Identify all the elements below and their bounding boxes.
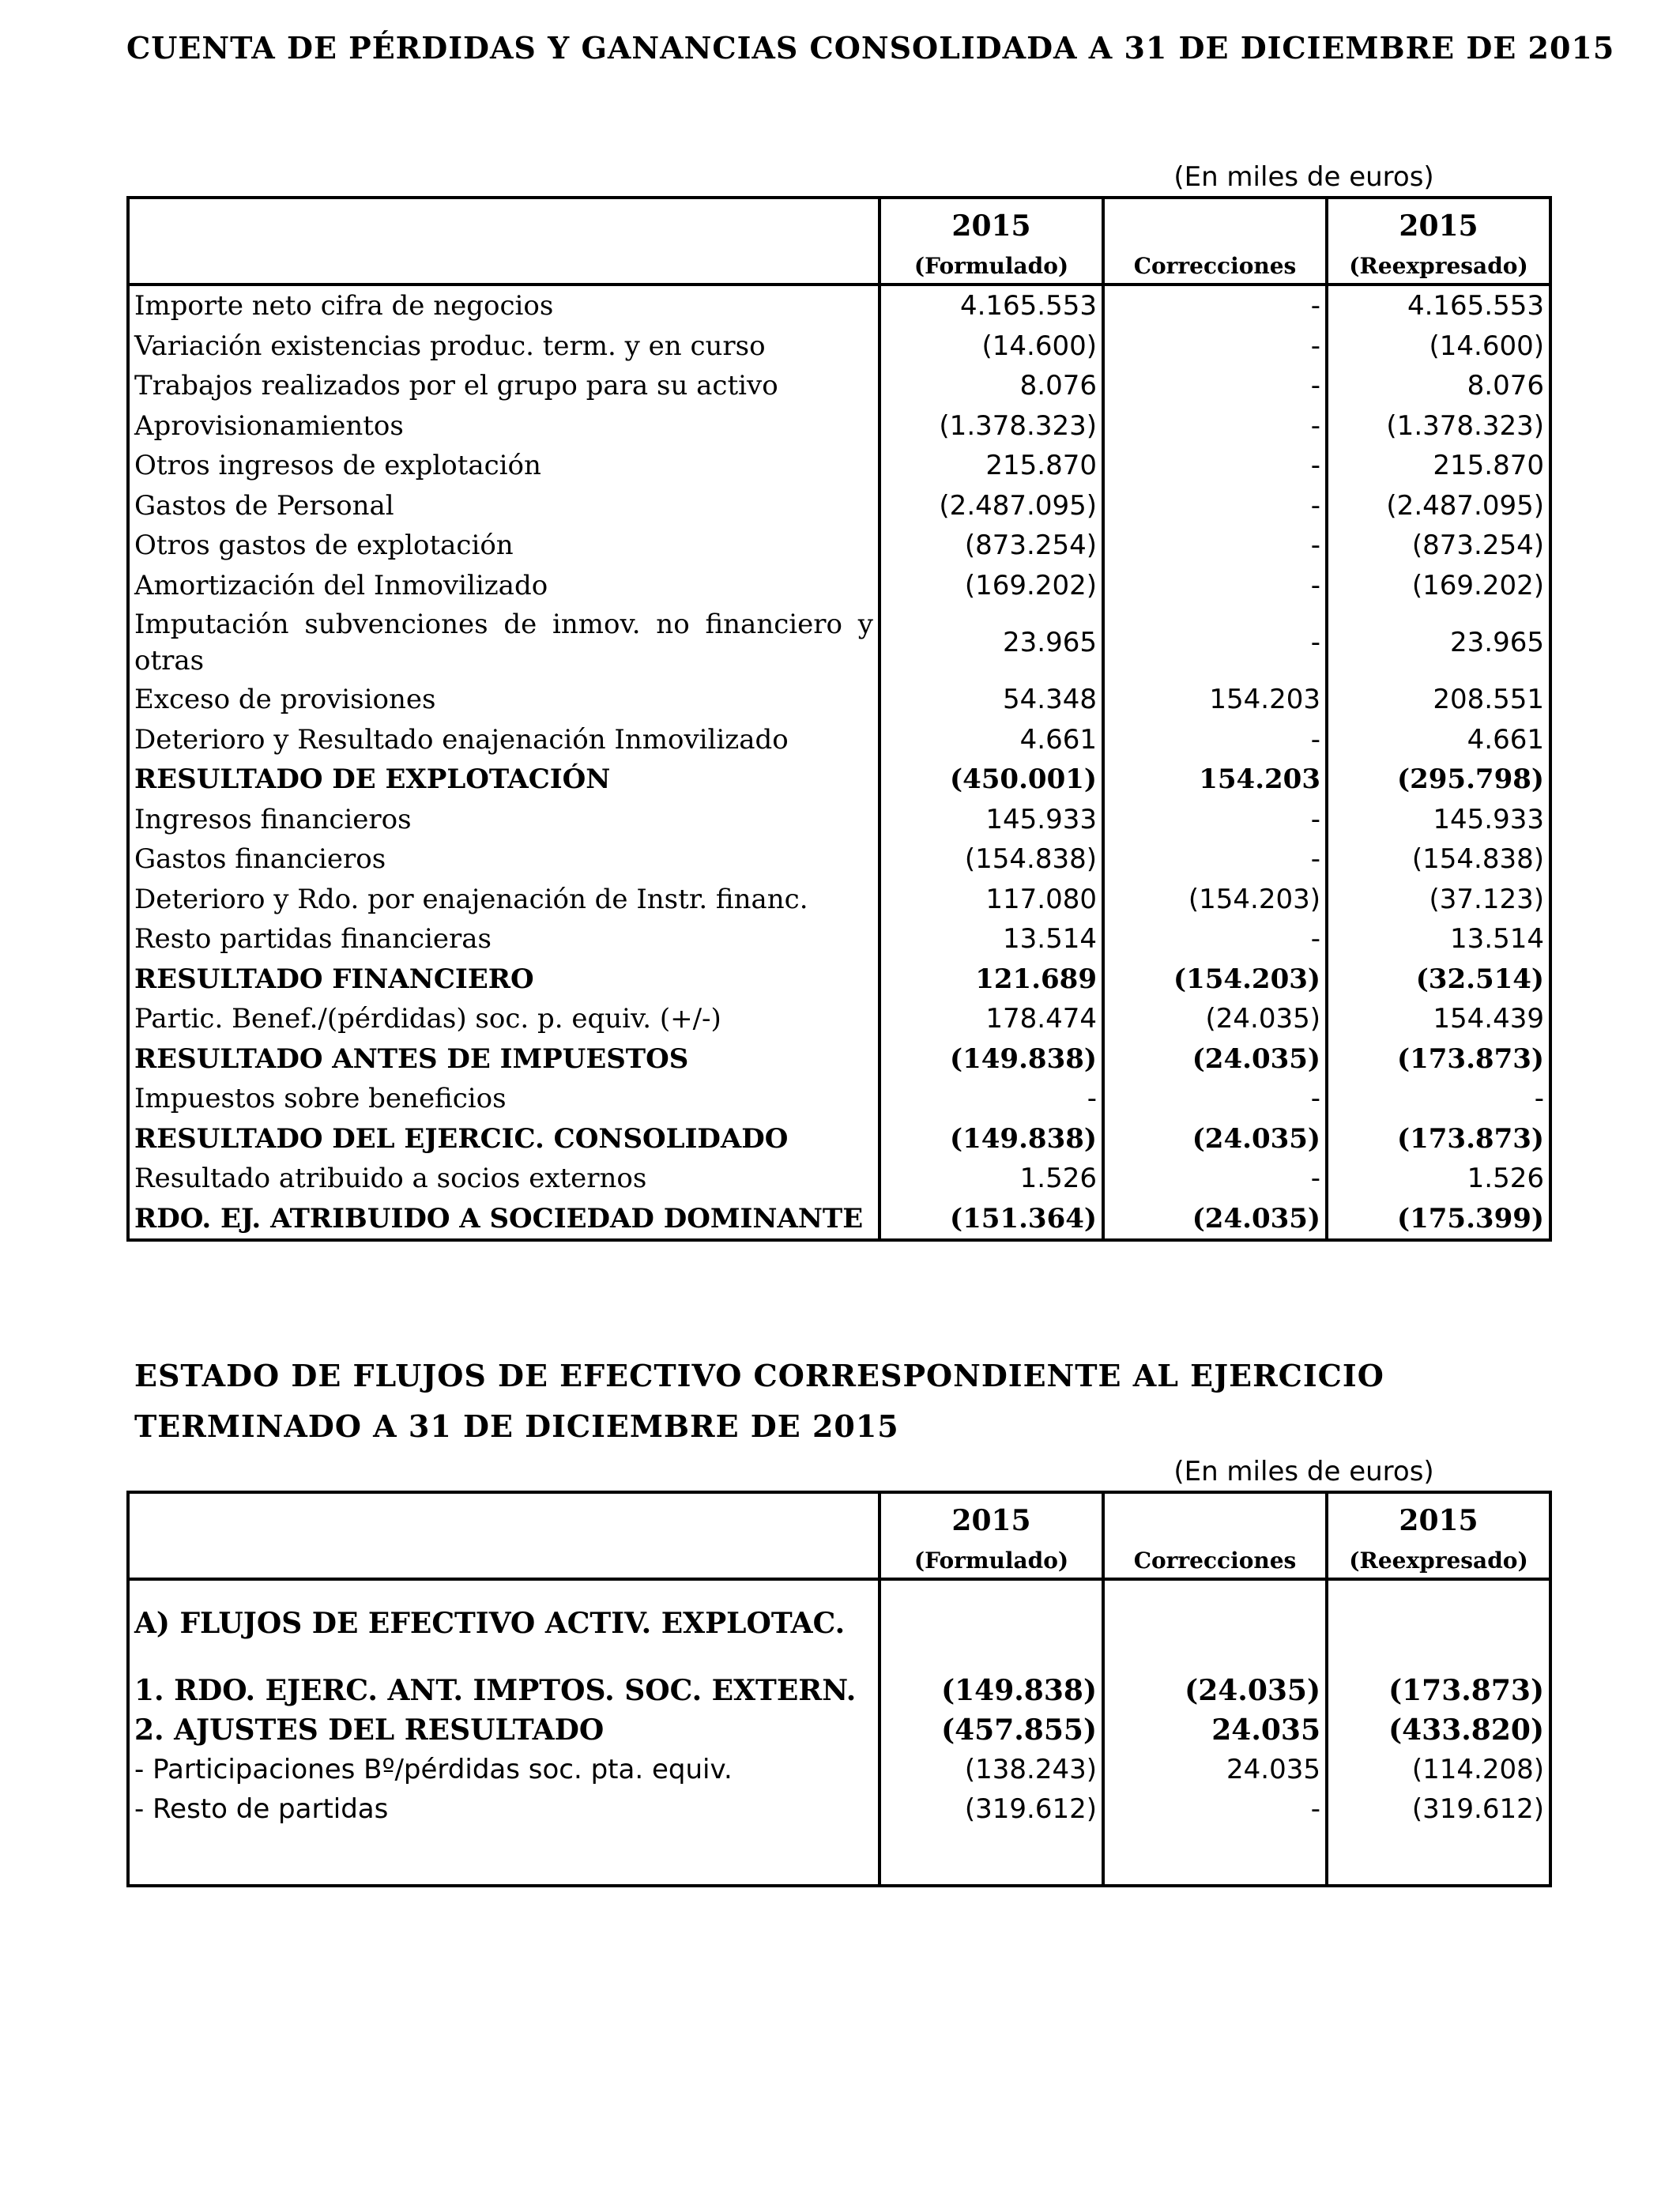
row-reexpresado: 215.870 (1327, 446, 1550, 486)
row-reexpresado: (37.123) (1327, 880, 1550, 920)
table-row (128, 1750, 1550, 1789)
header-reexpresado-year: 2015 (1327, 1492, 1550, 1543)
row-reexpresado: 13.514 (1327, 919, 1550, 959)
row-reexpresado: (114.208) (1327, 1750, 1550, 1789)
row-reexpresado: (32.514) (1327, 959, 1550, 1000)
header-correcciones: Correcciones (1103, 248, 1327, 285)
header-correcciones-year (1103, 198, 1327, 248)
table-row (128, 526, 1550, 566)
cash-flow-units: (En miles de euros) (1173, 1456, 1434, 1487)
section-label: A) FLUJOS DE EFECTIVO ACTIV. EXPLOTAC. (134, 1607, 846, 1640)
header-reexpresado: (Reexpresado) (1327, 1543, 1550, 1579)
row-label: Aprovisionamientos (134, 409, 404, 442)
row-label: - Resto de partidas (134, 1793, 389, 1825)
income-statement-units: (En miles de euros) (1173, 161, 1434, 193)
table-row (128, 919, 1550, 959)
table-row (128, 406, 1550, 447)
row-correcciones: (24.035) (1103, 1119, 1327, 1159)
row-formulado: (319.612) (880, 1789, 1103, 1829)
header-reexpresado-year: 2015 (1327, 198, 1550, 248)
row-reexpresado: 8.076 (1327, 366, 1550, 406)
row-formulado: 117.080 (880, 880, 1103, 920)
row-label: Partic. Benef./(pérdidas) soc. p. equiv. (+/-) (134, 1003, 721, 1035)
row-correcciones: 24.035 (1103, 1710, 1327, 1750)
row-reexpresado: 154.439 (1327, 999, 1550, 1039)
row-label: Deterioro y Rdo. por enajenación de Instr. financ. (134, 883, 808, 915)
row-formulado: (14.600) (880, 326, 1103, 367)
row-label: Impuestos sobre beneficios (134, 1083, 507, 1115)
row-correcciones: - (1103, 285, 1327, 326)
row-reexpresado: (14.600) (1327, 326, 1550, 367)
row-correcciones: - (1103, 446, 1327, 486)
table-row (128, 1199, 1550, 1241)
row-formulado: 13.514 (880, 919, 1103, 959)
row-formulado: - (880, 1079, 1103, 1119)
row-label: Deterioro y Resultado enajenación Inmovilizado (134, 723, 789, 756)
table-subheader-row (128, 1543, 1550, 1579)
table-row (128, 1119, 1550, 1159)
row-label: Ingresos financieros (134, 803, 412, 835)
table-row (128, 839, 1550, 880)
subheader-empty (128, 1543, 880, 1579)
row-formulado: 145.933 (880, 800, 1103, 840)
row-formulado: (149.838) (880, 1039, 1103, 1080)
row-correcciones: - (1103, 326, 1327, 367)
row-reexpresado: 208.551 (1327, 680, 1550, 720)
row-formulado: (154.838) (880, 839, 1103, 880)
row-reexpresado: (169.202) (1327, 566, 1550, 606)
row-correcciones: 154.203 (1103, 680, 1327, 720)
row-reexpresado: (173.873) (1327, 1671, 1550, 1710)
row-correcciones: - (1103, 526, 1327, 566)
cash-flow-table (126, 1491, 1552, 1887)
row-formulado: (169.202) (880, 566, 1103, 606)
row-correcciones: - (1103, 1789, 1327, 1829)
cash-flow-title-line1: ESTADO DE FLUJOS DE EFECTIVO CORRESPONDIENTE AL EJERCICIO (134, 1358, 1384, 1393)
row-formulado: (149.838) (880, 1671, 1103, 1710)
table-row (128, 285, 1550, 326)
row-label: RDO. EJ. ATRIBUIDO A SOCIEDAD DOMINANTE (134, 1202, 864, 1235)
subheader-empty (128, 248, 880, 285)
row-reexpresado: (433.820) (1327, 1710, 1550, 1750)
row-correcciones: - (1103, 605, 1327, 680)
table-row (128, 486, 1550, 526)
row-reexpresado: - (1327, 1079, 1550, 1119)
row-correcciones: (24.035) (1103, 1039, 1327, 1080)
table-row (128, 880, 1550, 920)
spacer-row (128, 1829, 1550, 1886)
row-label: RESULTADO DEL EJERCIC. CONSOLIDADO (134, 1122, 789, 1155)
header-empty (128, 1492, 880, 1543)
row-correcciones: (154.203) (1103, 880, 1327, 920)
table-row (128, 999, 1550, 1039)
row-reexpresado: 23.965 (1327, 605, 1550, 680)
table-subheader-row (128, 248, 1550, 285)
row-label: - Participaciones Bº/pérdidas soc. pta. equiv. (134, 1754, 733, 1785)
row-formulado: 8.076 (880, 366, 1103, 406)
row-correcciones: - (1103, 486, 1327, 526)
row-formulado: (2.487.095) (880, 486, 1103, 526)
row-label: Exceso de provisiones (134, 684, 436, 716)
row-formulado: (149.838) (880, 1119, 1103, 1159)
row-label: Importe neto cifra de negocios (134, 290, 554, 322)
row-formulado: 4.165.553 (880, 285, 1103, 326)
spacer-row (128, 1650, 1550, 1671)
header-empty (128, 198, 880, 248)
row-formulado: 54.348 (880, 680, 1103, 720)
table-row (128, 1039, 1550, 1080)
table-row (128, 1671, 1550, 1710)
income-statement-title: CUENTA DE PÉRDIDAS Y GANANCIAS CONSOLIDADA A 31 DE DICIEMBRE DE 2015 (126, 30, 1615, 66)
row-formulado: 121.689 (880, 959, 1103, 1000)
row-correcciones: 154.203 (1103, 760, 1327, 800)
table-row (128, 1159, 1550, 1199)
row-label: Imputación subvenciones de inmov. no financiero y otras (134, 609, 873, 677)
row-reexpresado: (2.487.095) (1327, 486, 1550, 526)
row-reexpresado: (173.873) (1327, 1039, 1550, 1080)
row-formulado: 1.526 (880, 1159, 1103, 1199)
row-reexpresado: 1.526 (1327, 1159, 1550, 1199)
row-correcciones: - (1103, 720, 1327, 760)
row-formulado: 4.661 (880, 720, 1103, 760)
row-correcciones: (24.035) (1103, 999, 1327, 1039)
row-reexpresado: 145.933 (1327, 800, 1550, 840)
row-label: Gastos financieros (134, 843, 386, 876)
table-row (128, 1789, 1550, 1829)
header-reexpresado: (Reexpresado) (1327, 248, 1550, 285)
row-correcciones: (24.035) (1103, 1199, 1327, 1241)
header-formulado-year: 2015 (880, 198, 1103, 248)
header-correcciones-year (1103, 1492, 1327, 1543)
table-row (128, 800, 1550, 840)
row-correcciones: - (1103, 919, 1327, 959)
row-reexpresado: 4.661 (1327, 720, 1550, 760)
row-label: Resto partidas financieras (134, 923, 492, 956)
row-reexpresado: (295.798) (1327, 760, 1550, 800)
row-label: 2. AJUSTES DEL RESULTADO (134, 1713, 605, 1747)
row-label: Variación existencias produc. term. y en curso (134, 330, 766, 362)
section-row (128, 1596, 1550, 1650)
row-reexpresado: (319.612) (1327, 1789, 1550, 1829)
row-label: Amortización del Inmovilizado (134, 569, 548, 601)
row-formulado: (450.001) (880, 760, 1103, 800)
income-statement-table (126, 196, 1552, 1242)
row-label: Trabajos realizados por el grupo para su activo (134, 370, 778, 402)
row-formulado: 178.474 (880, 999, 1103, 1039)
table-row (128, 446, 1550, 486)
row-correcciones: - (1103, 566, 1327, 606)
row-correcciones: 24.035 (1103, 1750, 1327, 1789)
row-formulado: (138.243) (880, 1750, 1103, 1789)
table-row (128, 566, 1550, 606)
row-correcciones: - (1103, 839, 1327, 880)
table-row (128, 605, 1550, 680)
row-label: 1. RDO. EJERC. ANT. IMPTOS. SOC. EXTERN. (134, 1674, 857, 1707)
row-label: Otros gastos de explotación (134, 530, 514, 562)
header-formulado: (Formulado) (880, 248, 1103, 285)
row-reexpresado: (1.378.323) (1327, 406, 1550, 447)
row-correcciones: (24.035) (1103, 1671, 1327, 1710)
table-row (128, 720, 1550, 760)
row-label: RESULTADO FINANCIERO (134, 963, 534, 995)
header-correcciones: Correcciones (1103, 1543, 1327, 1579)
row-correcciones: - (1103, 800, 1327, 840)
row-formulado: 215.870 (880, 446, 1103, 486)
table-row (128, 366, 1550, 406)
table-row (128, 959, 1550, 1000)
row-label: RESULTADO DE EXPLOTACIÓN (134, 763, 611, 796)
header-formulado: (Formulado) (880, 1543, 1103, 1579)
table-row (128, 1079, 1550, 1119)
row-reexpresado: (173.873) (1327, 1119, 1550, 1159)
table-header-row (128, 198, 1550, 248)
row-reexpresado: (175.399) (1327, 1199, 1550, 1241)
row-correcciones: - (1103, 1079, 1327, 1119)
table-row (128, 760, 1550, 800)
row-label: RESULTADO ANTES DE IMPUESTOS (134, 1042, 689, 1075)
row-label: Gastos de Personal (134, 489, 394, 522)
header-formulado-year: 2015 (880, 1492, 1103, 1543)
row-reexpresado: 4.165.553 (1327, 285, 1550, 326)
table-row (128, 326, 1550, 367)
row-label: Resultado atribuido a socios externos (134, 1163, 647, 1195)
row-formulado: (873.254) (880, 526, 1103, 566)
row-correcciones: - (1103, 1159, 1327, 1199)
table-row (128, 1710, 1550, 1750)
cash-flow-title-line2: TERMINADO A 31 DE DICIEMBRE DE 2015 (134, 1408, 899, 1444)
row-reexpresado: (154.838) (1327, 839, 1550, 880)
row-formulado: (151.364) (880, 1199, 1103, 1241)
row-label: Otros ingresos de explotación (134, 450, 541, 482)
table-row (128, 680, 1550, 720)
row-correcciones: (154.203) (1103, 959, 1327, 1000)
table-header-row (128, 1492, 1550, 1543)
row-correcciones: - (1103, 366, 1327, 406)
row-reexpresado: (873.254) (1327, 526, 1550, 566)
row-formulado: (1.378.323) (880, 406, 1103, 447)
row-correcciones: - (1103, 406, 1327, 447)
row-formulado: 23.965 (880, 605, 1103, 680)
spacer-row (128, 1579, 1550, 1596)
row-formulado: (457.855) (880, 1710, 1103, 1750)
